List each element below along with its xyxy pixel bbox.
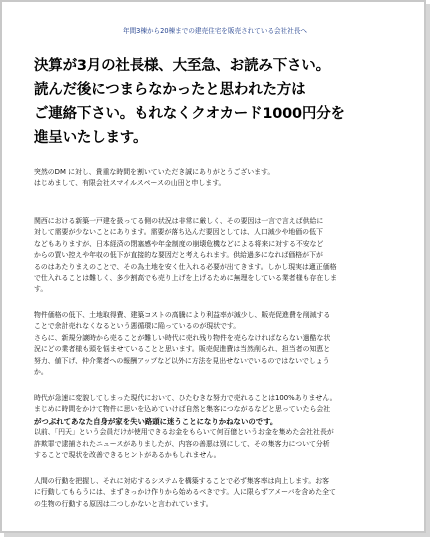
paragraph-line: に行動してもらうには、まずきっかけ作りから始めるべきです。人に限らずアメーバを含めた全て xyxy=(34,488,336,497)
paragraph-line: か。 xyxy=(34,368,48,377)
paragraph-line: まじめに時間をかけて物件に思いを込めていけば自然と集客につながるなどと思っていたら会社 xyxy=(34,405,331,414)
paragraph-line: 以前、「円天」という会員だけが使用できるお金をもらいて何百億というお金を集めた会社社長が xyxy=(34,428,334,437)
page-shadow-bottom xyxy=(4,533,430,537)
headline-line: 決算が3月の社長様、大至急、お読み下さい。 xyxy=(34,58,330,74)
paragraph-line: することで現状を改善できるヒントがあるかもしれません。 xyxy=(34,451,221,460)
paragraph-line: などもありますが、日本経済の閉塞感や年金制度の崩壊危機などによる将来に対する不安など xyxy=(34,239,324,248)
paragraph-line: 努力、値下げ、仲介業者への報酬アップなど以外に方法を見出せないでいるのではないでしょう xyxy=(34,356,330,365)
paragraph-line: 突然のDM に対し、貴重な時間を割いていただき誠にありがとうございます。 xyxy=(34,168,275,176)
paragraph-greeting xyxy=(34,167,396,190)
paragraph-line: の生物の行動する原因は二つしかないと言われています。 xyxy=(34,499,213,508)
paragraph-line: 対して需要が少ないことにあります。需要が落ち込んだ要因としては、人口減少や地価の低下 xyxy=(34,228,323,237)
paragraph-line: 時代が急速に変貌してしまった現代において、ひたむきな努力で売れることは100%ありません。 xyxy=(34,394,337,402)
headline-line: 読んだ後につまらなかったと思われた方は xyxy=(34,82,306,98)
paragraph-line: 況にどの業者様も頭を悩ませていることと思います。販売促進費は当然削られ、担当者の知恵と xyxy=(34,345,331,354)
paragraph-behavior xyxy=(34,476,396,510)
headline-line: ご連絡下さい。もれなくクオカード1000円分を xyxy=(34,106,345,122)
paragraph-era xyxy=(34,393,396,461)
headline-line: 進呈いたします。 xyxy=(34,130,148,146)
header-title: 年間3棟から20棟までの建売住宅を販売されている会社社長へ xyxy=(122,27,308,35)
paragraph-line: はじめまして、有限会社スマイルスペースの山田と申します。 xyxy=(34,179,226,188)
paragraph-line: ことで余計売れなくなるという悪循環に陥っているのが現状です。 xyxy=(34,322,241,331)
paragraph-line: からの買い控えや年収の低下が直接的な要因だと考えられます。供給過多になれば価格が下が xyxy=(34,251,323,260)
paragraph-costs xyxy=(34,310,396,378)
paragraph-line: す。 xyxy=(34,285,48,294)
paragraph-line: さらに、新規分譲時から売ることが難しい時代に売れ残り物件を売らなければならない過酷な状 xyxy=(34,333,331,342)
paragraph-line: るのはあたりまえのことで、その為土地を安く仕入れる必要が出てきます。しかし現実は適正価格 xyxy=(34,262,337,271)
paragraph-line: 物件価格の低下、土地取得費、建築コストの高騰により利益率が減少し、販売促進費を削減する xyxy=(34,311,331,319)
paragraph-market xyxy=(34,216,396,296)
paragraph-line: 詐欺罪で逮捕されたニュースがありましたが、内容の善悪は別にして、その集客力について分析 xyxy=(34,439,330,448)
paragraph-line: 関西における新築一戸建を扱ってる側の状況は非常に厳しく、その要因は一言で言えば供給に xyxy=(34,217,324,225)
paragraph-line-emphasis: がつぶれてあなた自身が家を失い路頭に迷うことになりかねないのです。 xyxy=(34,416,278,426)
page-shadow-right xyxy=(426,4,430,537)
paragraph-line: で仕入れることは難しく、多少割高でも売り上げを上げるために無理をしている業者様も存在しま xyxy=(34,274,338,283)
paragraph-line: 人間の行動を把握し、それに対応するシステムを構築することで必ず集客率は向上します。お客 xyxy=(34,477,330,485)
